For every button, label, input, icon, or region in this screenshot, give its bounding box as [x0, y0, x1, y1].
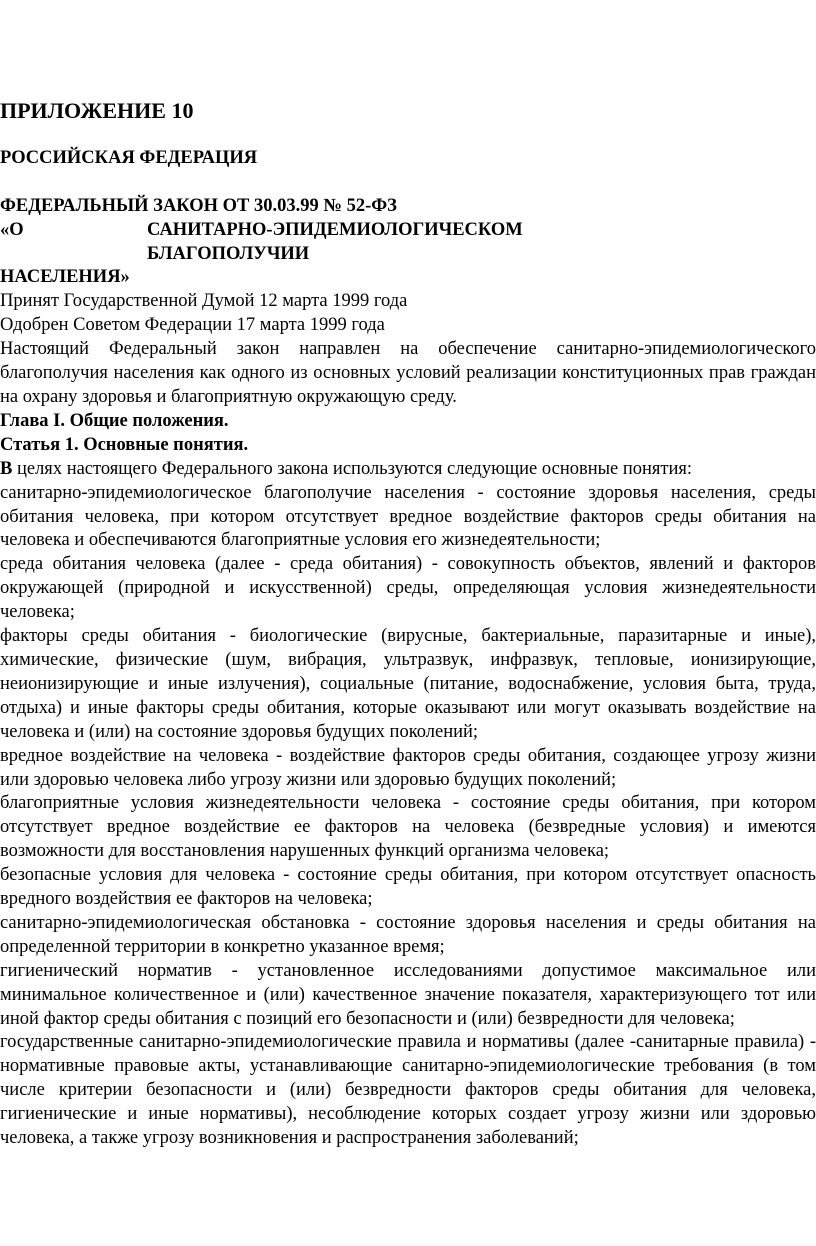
law-title-line1: ФЕДЕРАЛЬНЫЙ ЗАКОН ОТ 30.03.99 № 52-ФЗ	[0, 195, 397, 216]
appendix-title: ПРИЛОЖЕНИЕ 10	[0, 98, 194, 123]
law-title-part3: НАСЕЛЕНИЯ»	[0, 267, 130, 288]
definition-item: среда обитания человека (далее - среда обитания) - совокупность объектов, явлений и факторов окружающей (природной и искусственной) среды, определяющая условия жизнедеятельности человека;	[0, 554, 816, 623]
definition-item: санитарно-эпидемиологическое благополучие населения - состояние здоровья населения, среды обитания человека, при котором отсутствует вредное воздействие факторов среды обитания на человека и обеспечиваются благоприятные условия его жизнедеятельности;	[0, 482, 816, 551]
law-title-part1: САНИТАРНО-ЭПИДЕМИОЛОГИЧЕСКОМ	[147, 219, 523, 240]
preamble: Настоящий Федеральный закон направлен на обеспечение санитарно-эпидемиологического благополучия населения как одного из основных условий реализации конституционных прав граждан на охрану здоровья и благоприятную окружающую среду.	[0, 339, 816, 408]
definition-item: государственные санитарно-эпидемиологические правила и нормативы (далее -санитарные правила) - нормативные правовые акты, устанавливающие санитарно-эпидемиологические требования (в том числе критерии безопасности и (или) безвредности факторов среды обитания для человека, гигиенические и иные нормативы), несоблюдение которых создает угрозу жизни или здоровью человека, а также угрозу возникновения и распространения заболеваний;	[0, 1032, 816, 1149]
definition-item: благоприятные условия жизнедеятельности человека - состояние среды обитания, при котором отсутствует вредное воздействие ее факторов на человека (безвредные условия) и имеются возможности для восстановления нарушенных функций организма человека;	[0, 793, 816, 862]
definition-item: вредное воздействие на человека - воздействие факторов среды обитания, создающее угрозу жизни или здоровью человека либо угрозу жизни или здоровью будущих поколений;	[0, 745, 816, 790]
law-title-about: «О	[0, 219, 24, 240]
definition-item: безопасные условия для человека - состояние среды обитания, при котором отсутствует опасность вредного воздействия ее факторов на человека;	[0, 865, 816, 910]
law-title-part2: БЛАГОПОЛУЧИИ	[147, 243, 310, 264]
intro-bold-letter: В	[0, 458, 13, 479]
article-heading: Статья 1. Основные понятия.	[0, 434, 249, 455]
approved-note: Одобрен Советом Федерации 17 марта 1999 года	[0, 315, 385, 336]
definition-item: факторы среды обитания - биологические (вирусные, бактериальные, паразитарные и иные), химические, физические (шум, вибрация, ультразвук, инфразвук, тепловые, ионизирующие, неионизирующие и иные излучения), социальные (питание, водоснабжение, условия быта, труда, отдыха) и иные факторы среды обитания, которые оказывают или могут оказывать воздействие на человека и (или) на состояние здоровья будущих поколений;	[0, 626, 816, 742]
law-title-line2	[0, 219, 816, 243]
article-intro	[0, 458, 816, 482]
chapter-heading: Глава I. Общие положения.	[0, 410, 229, 431]
adopted-note: Принят Государственной Думой 12 марта 1999 года	[0, 291, 408, 312]
document-body	[0, 147, 816, 1151]
country-heading: РОССИЙСКАЯ ФЕДЕРАЦИЯ	[0, 148, 258, 168]
definition-item: гигиенический норматив - установленное исследованиями допустимое максимальное или минимальное количественное и (или) качественное значение показателя, характеризующего тот или иной фактор среды обитания с позиций его безопасности и (или) безвредности для человека;	[0, 960, 816, 1029]
spacer	[0, 171, 816, 195]
definition-item: санитарно-эпидемиологическая обстановка - состояние здоровья населения и среды обитания на определенной территории в конкретно указанное время;	[0, 912, 816, 957]
intro-text: целях настоящего Федерального закона используются следующие основные понятия:	[12, 458, 693, 479]
